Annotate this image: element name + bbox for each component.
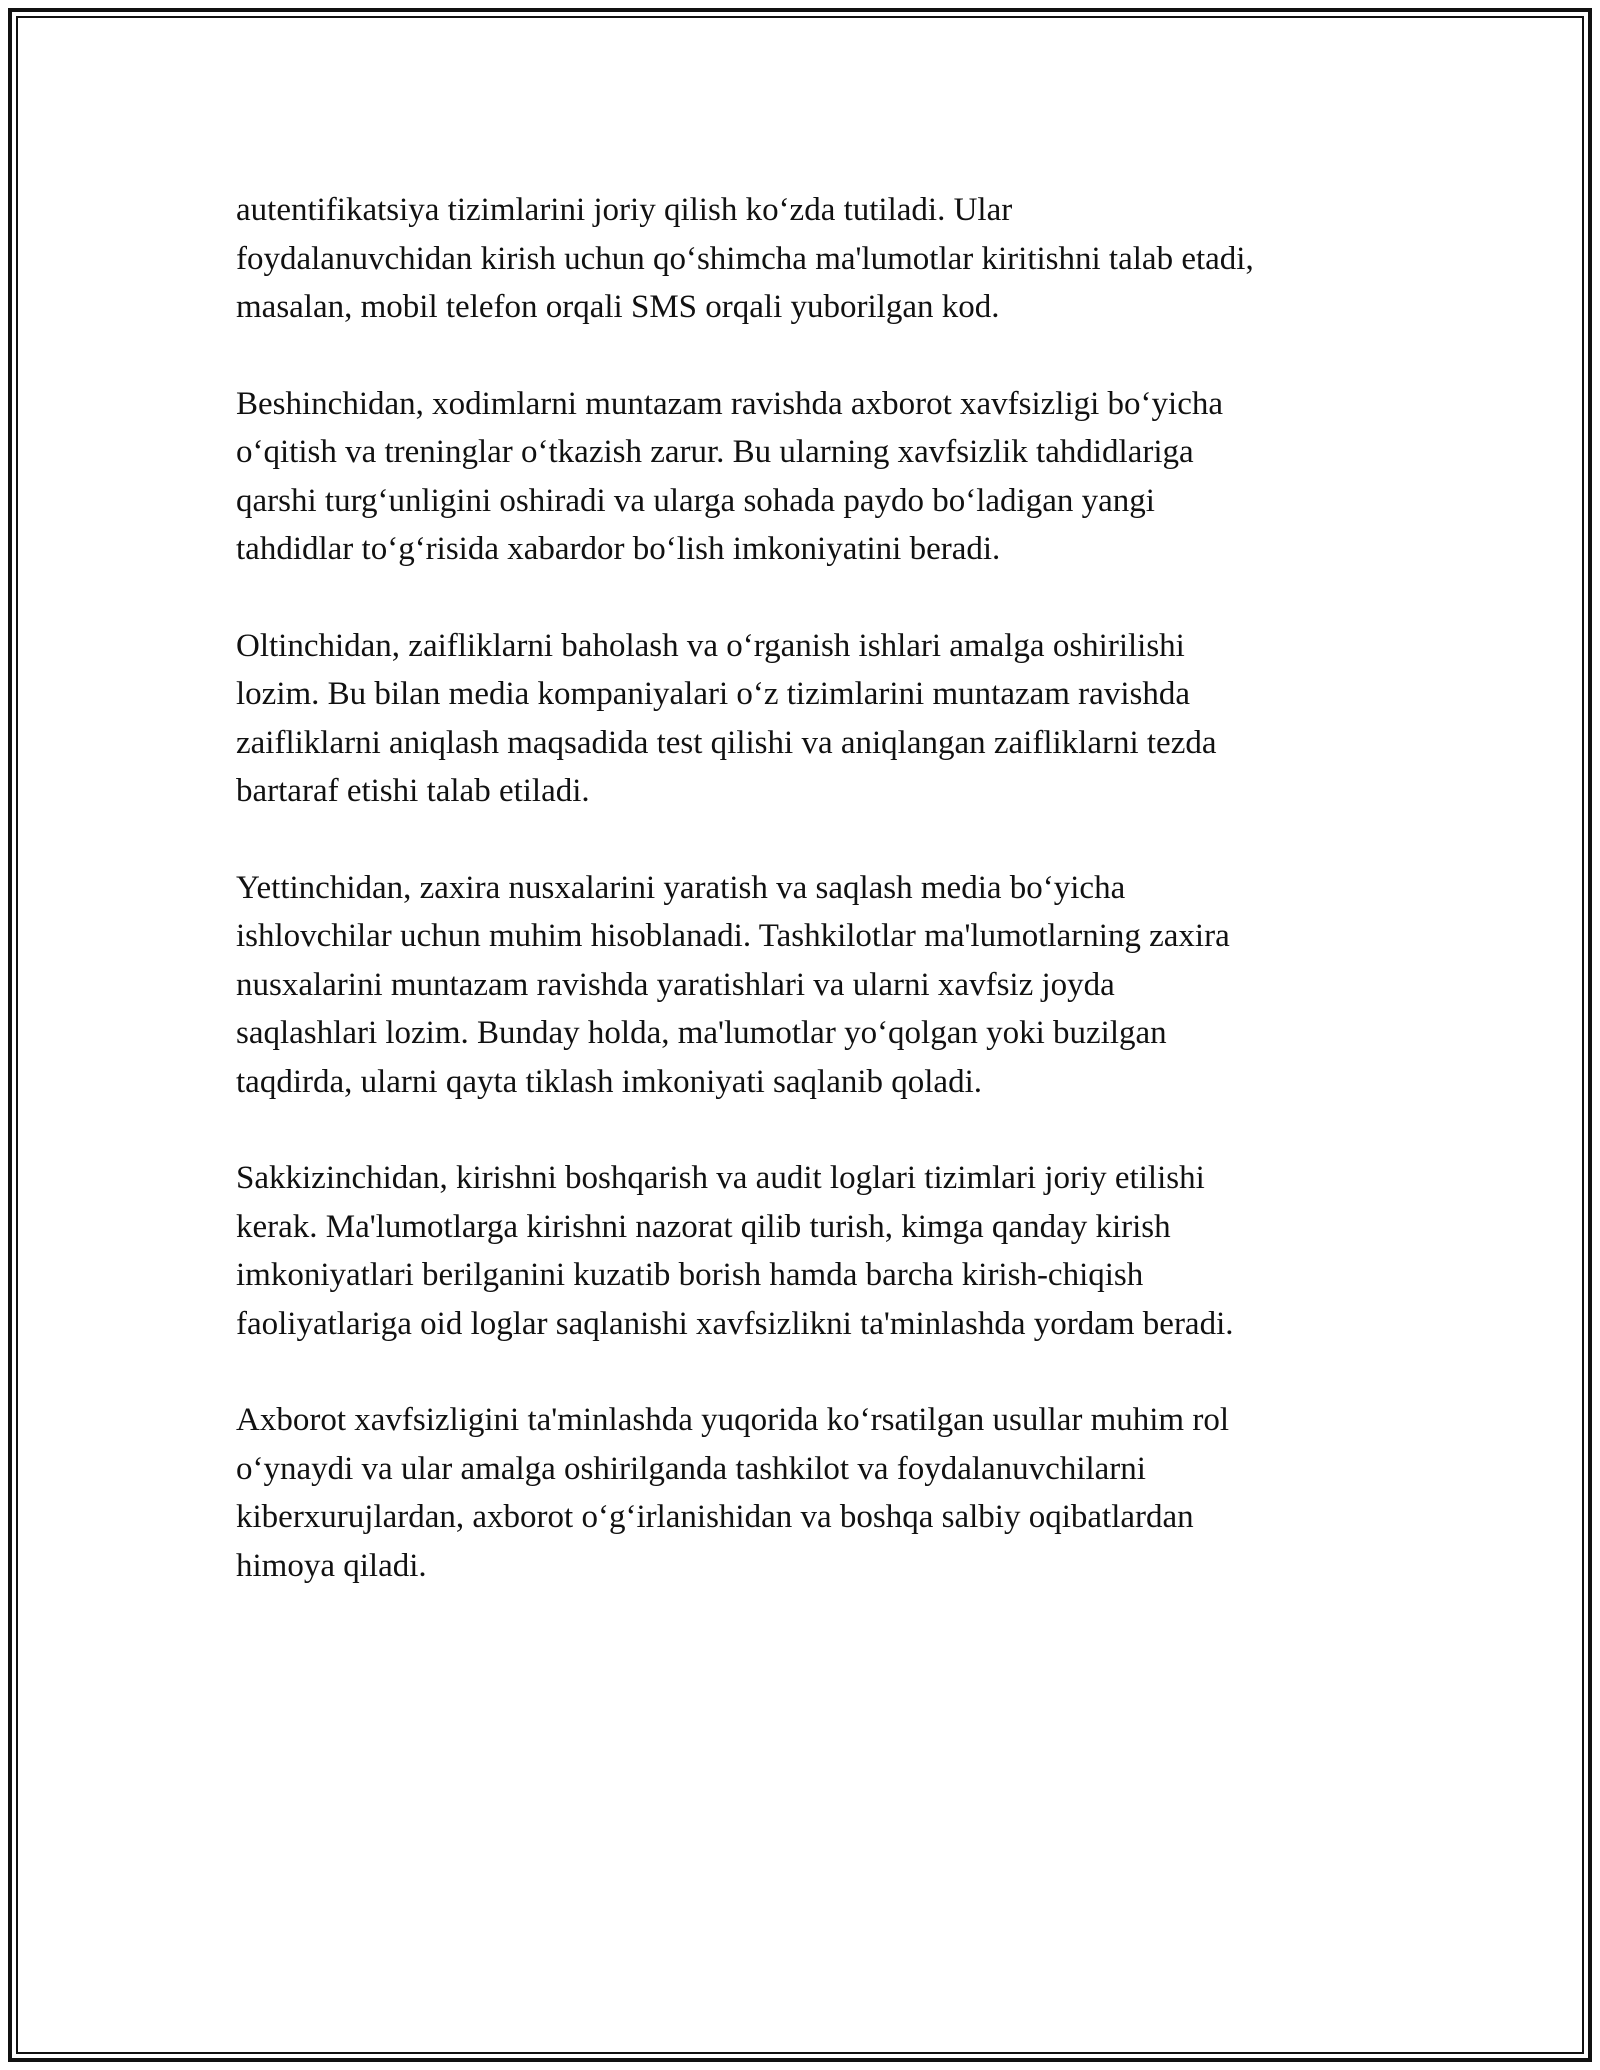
paragraph-fifth [236,380,1386,574]
text-line: zaifliklarni aniqlash maqsadida test qilishi va aniqlangan zaifliklarni tezda [236,724,1217,761]
text-line: oʻynaydi va ular amalga oshirilganda tashkilot va foydalanuvchilarni [236,1450,1146,1487]
document-body [236,186,1386,1638]
text-line: Yettinchidan, zaxira nusxalarini yaratish va saqlash media boʻyicha [236,869,1126,906]
text-line: Axborot xavfsizligini ta'minlashda yuqorida koʻrsatilgan usullar muhim rol [236,1402,1230,1438]
text-line: bartaraf etishi talab etiladi. [236,773,590,809]
text-line: faoliyatlariga oid loglar saqlanishi xavfsizlikni ta'minlashda yordam beradi. [236,1305,1234,1342]
paragraph-continuation [236,186,1386,332]
text-line: foydalanuvchidan kirish uchun qoʻshimcha ma'lumotlar kiritishni talab etadi, [236,240,1254,277]
text-line: Oltinchidan, zaifliklarni baholash va oʻrganish ishlari amalga oshirilishi [236,627,1185,664]
text-line: kerak. Ma'lumotlarga kirishni nazorat qilib turish, kimga qanday kirish [236,1208,1171,1245]
text-line: tahdidlar toʻgʻrisida xabardor boʻlish imkoniyatini beradi. [236,531,1001,567]
text-line: Sakkizinchidan, kirishni boshqarish va audit loglari tizimlari joriy etilishi [236,1160,1205,1196]
text-line: nusxalarini muntazam ravishda yaratishlari va ularni xavfsiz joyda [236,966,1115,1003]
paragraph-seventh [236,864,1386,1107]
text-line: kiberxurujlardan, axborot oʻgʻirlanishidan va boshqa salbiy oqibatlardan [236,1499,1194,1535]
text-line: Beshinchidan, xodimlarni muntazam ravishda axborot xavfsizligi boʻyicha [236,385,1223,422]
text-line: masalan, mobil telefon orqali SMS orqali yuborilgan kod. [236,289,1000,325]
text-line: himoya qiladi. [236,1547,427,1584]
text-line: qarshi turgʻunligini oshiradi va ularga sohada paydo boʻladigan yangi [236,482,1155,519]
text-line: saqlashlari lozim. Bunday holda, ma'lumotlar yoʻqolgan yoki buzilgan [236,1015,1167,1051]
text-line: autentifikatsiya tizimlarini joriy qilish koʻzda tutiladi. Ular [236,192,1013,228]
text-line: oʻqitish va treninglar oʻtkazish zarur. Bu ularning xavfsizlik tahdidlariga [236,434,1194,470]
text-line: ishlovchilar uchun muhim hisoblanadi. Tashkilotlar ma'lumotlarning zaxira [236,918,1230,954]
text-line: taqdirda, ularni qayta tiklash imkoniyati saqlanib qoladi. [236,1063,982,1100]
text-line: lozim. Bu bilan media kompaniyalari oʻz tizimlarini muntazam ravishda [236,676,1190,712]
text-line: imkoniyatlari berilganini kuzatib borish hamda barcha kirish-chiqish [236,1257,1144,1293]
paragraph-sixth [236,622,1386,816]
paragraph-eighth [236,1154,1386,1348]
paragraph-conclusion [236,1396,1386,1590]
